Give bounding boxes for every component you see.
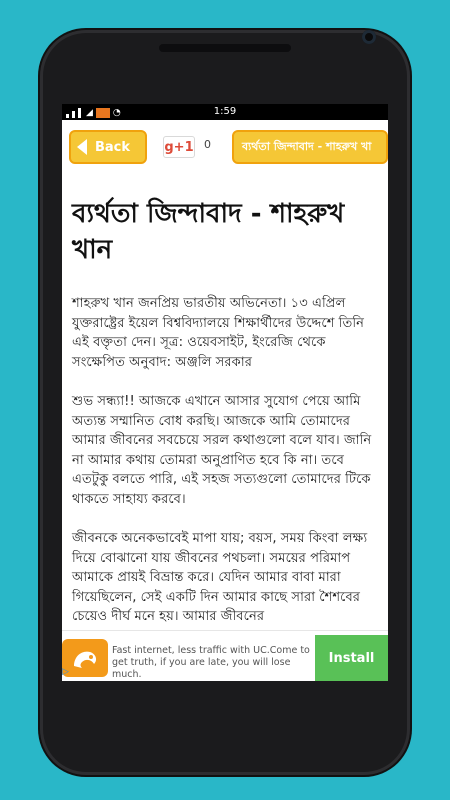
install-button[interactable]: Install — [315, 635, 388, 681]
back-arrow-icon — [77, 139, 87, 155]
wifi-icon: ◔ — [112, 108, 121, 118]
paragraph: জীবনকে অনেকভাবেই মাপা যায়; বয়স, সময় কিংবা লক্ষ্য দিয়ে বোঝানো যায় জীবনের পথচলা। সময়ের পরিমাপ আমাকে প্রায়ই বিভ্রান্ত করে। যেদিন আমার বাবা মারা গিয়েছিলেন, সেই একটি দিন আমার কাছে সারা শৈশবের চেয়েও দীর্ঘ মনে হয়। আমার জীবনের — [72, 531, 368, 624]
paragraph: শাহরুখ খান জনপ্রিয় ভারতীয় অভিনেতা। ১৩ এপ্রিল যুক্তরাষ্ট্রের ইয়েল বিশ্ববিদ্যালয়ে শিক্ষার্থীদের উদ্দেশে তিনি এই বক্তৃতা দেন। সূত্র: ওয়েবসাইট, ইংরেজি থেকে সংক্ষেপিত অনুবাদ: অঞ্জলি সরকার — [72, 296, 364, 370]
squirrel-icon — [70, 646, 100, 670]
article-title-button[interactable]: ব্যর্থতা জিন্দাবাদ - শাহরুখ খা — [232, 130, 388, 164]
phone-speaker — [159, 44, 291, 52]
status-bar — [62, 104, 388, 120]
ad-text: Fast internet, less traffic with UC.Come to get truth, if you are late, you will lose much. — [112, 645, 310, 680]
ad-banner[interactable] — [62, 630, 388, 681]
toolbar — [62, 120, 388, 168]
article-title: ব্যর্থতা জিন্দাবাদ - শাহরুখ খান — [72, 199, 345, 265]
back-label: Back — [95, 139, 131, 155]
ad-info-icon[interactable]: ▷ — [62, 667, 69, 677]
screen — [62, 104, 388, 681]
back-button[interactable] — [69, 130, 147, 164]
google-plus-button[interactable]: g+1 — [163, 136, 195, 158]
front-camera — [362, 30, 376, 44]
network-icon: ◢ — [86, 108, 93, 118]
paragraph: শুভ সন্ধ্যা!! আজকে এখানে আসার সুযোগ পেয়ে আমি অত্যন্ত সম্মানিত বোধ করছি। আজকে আমি তোমাদের আমার জীবনের সবচেয়ে সরল কথাগুলো বলে যাব। জানি না আমার কথায় তোমরা অনুপ্রাণিত হবে কি না। তবে এতটুকু বলতে পারি, এই সহজ সত্যগুলো তোমাদের টিকে থাকতে সাহায্য করবে। — [72, 394, 372, 507]
google-plus-count: 0 — [204, 138, 211, 151]
article-content[interactable] — [62, 168, 388, 630]
article-body — [72, 294, 378, 630]
clock: 1:59 — [213, 106, 237, 117]
